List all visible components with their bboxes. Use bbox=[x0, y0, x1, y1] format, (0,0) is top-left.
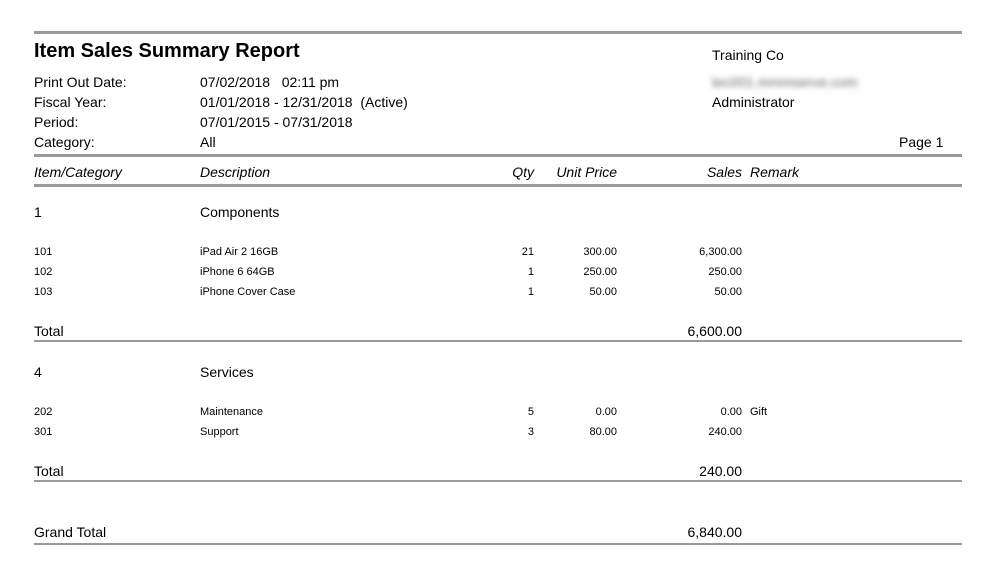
table-row-qty: 3 bbox=[527, 426, 534, 438]
group-name: Services bbox=[200, 364, 254, 380]
report-title: Item Sales Summary Report bbox=[34, 40, 300, 62]
fiscal-year-value: 01/01/2018 - 12/31/2018 (Active) bbox=[200, 94, 408, 110]
col-item-category: Item/Category bbox=[34, 164, 122, 180]
table-row-item: 103 bbox=[34, 286, 53, 298]
group-code: 1 bbox=[34, 204, 42, 220]
table-row-item: 101 bbox=[34, 246, 53, 258]
user-role: Administrator bbox=[712, 94, 795, 110]
table-row-unit-price: 50.00 bbox=[589, 286, 617, 298]
col-sales: Sales bbox=[706, 164, 742, 180]
table-row-sales: 0.00 bbox=[720, 406, 742, 418]
grand-total-value: 6,840.00 bbox=[687, 524, 742, 540]
page-number: Page 1 bbox=[899, 134, 944, 150]
table-row-description: Support bbox=[200, 426, 239, 438]
group-total-rule bbox=[34, 480, 962, 482]
table-row-sales: 240.00 bbox=[708, 426, 742, 438]
grand-total-label: Grand Total bbox=[34, 524, 107, 540]
header-rule-top bbox=[34, 154, 962, 157]
table-row-description: iPad Air 2 16GB bbox=[200, 246, 279, 258]
table-row-qty: 21 bbox=[521, 246, 534, 258]
table-row-sales: 50.00 bbox=[714, 286, 742, 298]
col-remark: Remark bbox=[750, 164, 800, 180]
category-value: All bbox=[200, 134, 216, 150]
table-row-item: 202 bbox=[34, 406, 53, 418]
col-qty: Qty bbox=[512, 164, 534, 180]
table-row-unit-price: 300.00 bbox=[583, 246, 617, 258]
category-label: Category: bbox=[34, 134, 95, 150]
print-date-value: 07/02/2018 02:11 pm bbox=[200, 74, 340, 90]
col-description: Description bbox=[200, 164, 271, 180]
table-row-qty: 1 bbox=[527, 266, 534, 278]
table-row-sales: 6,300.00 bbox=[699, 246, 742, 258]
group-total-value: 6,600.00 bbox=[687, 323, 742, 339]
group-name: Components bbox=[200, 204, 280, 220]
col-unit-price: Unit Price bbox=[556, 164, 617, 180]
fiscal-year-label: Fiscal Year: bbox=[34, 94, 107, 110]
table-row-description: iPhone Cover Case bbox=[200, 286, 296, 298]
print-date-label: Print Out Date: bbox=[34, 74, 127, 90]
group-total-label: Total bbox=[34, 323, 64, 339]
user-email: tec001.mmmserve.com bbox=[712, 74, 858, 90]
table-row-unit-price: 80.00 bbox=[589, 426, 617, 438]
group-total-label: Total bbox=[34, 463, 64, 479]
table-row-item: 102 bbox=[34, 266, 53, 278]
table-row-sales: 250.00 bbox=[708, 266, 742, 278]
group-code: 4 bbox=[34, 364, 42, 380]
group-total-rule bbox=[34, 340, 962, 342]
table-row-unit-price: 0.00 bbox=[595, 406, 617, 418]
table-row-qty: 1 bbox=[527, 286, 534, 298]
table-row-qty: 5 bbox=[527, 406, 534, 418]
table-row-unit-price: 250.00 bbox=[583, 266, 617, 278]
group-total-value: 240.00 bbox=[699, 463, 742, 479]
table-row-remark: Gift bbox=[750, 406, 768, 418]
table-row-description: Maintenance bbox=[200, 406, 263, 418]
table-row-item: 301 bbox=[34, 426, 53, 438]
header-rule-bottom bbox=[34, 184, 962, 187]
grand-total-rule bbox=[34, 543, 962, 545]
top-rule bbox=[34, 31, 962, 34]
period-value: 07/01/2015 - 07/31/2018 bbox=[200, 114, 353, 130]
period-label: Period: bbox=[34, 114, 79, 130]
company-name: Training Co bbox=[712, 47, 784, 63]
table-row-description: iPhone 6 64GB bbox=[200, 266, 275, 278]
